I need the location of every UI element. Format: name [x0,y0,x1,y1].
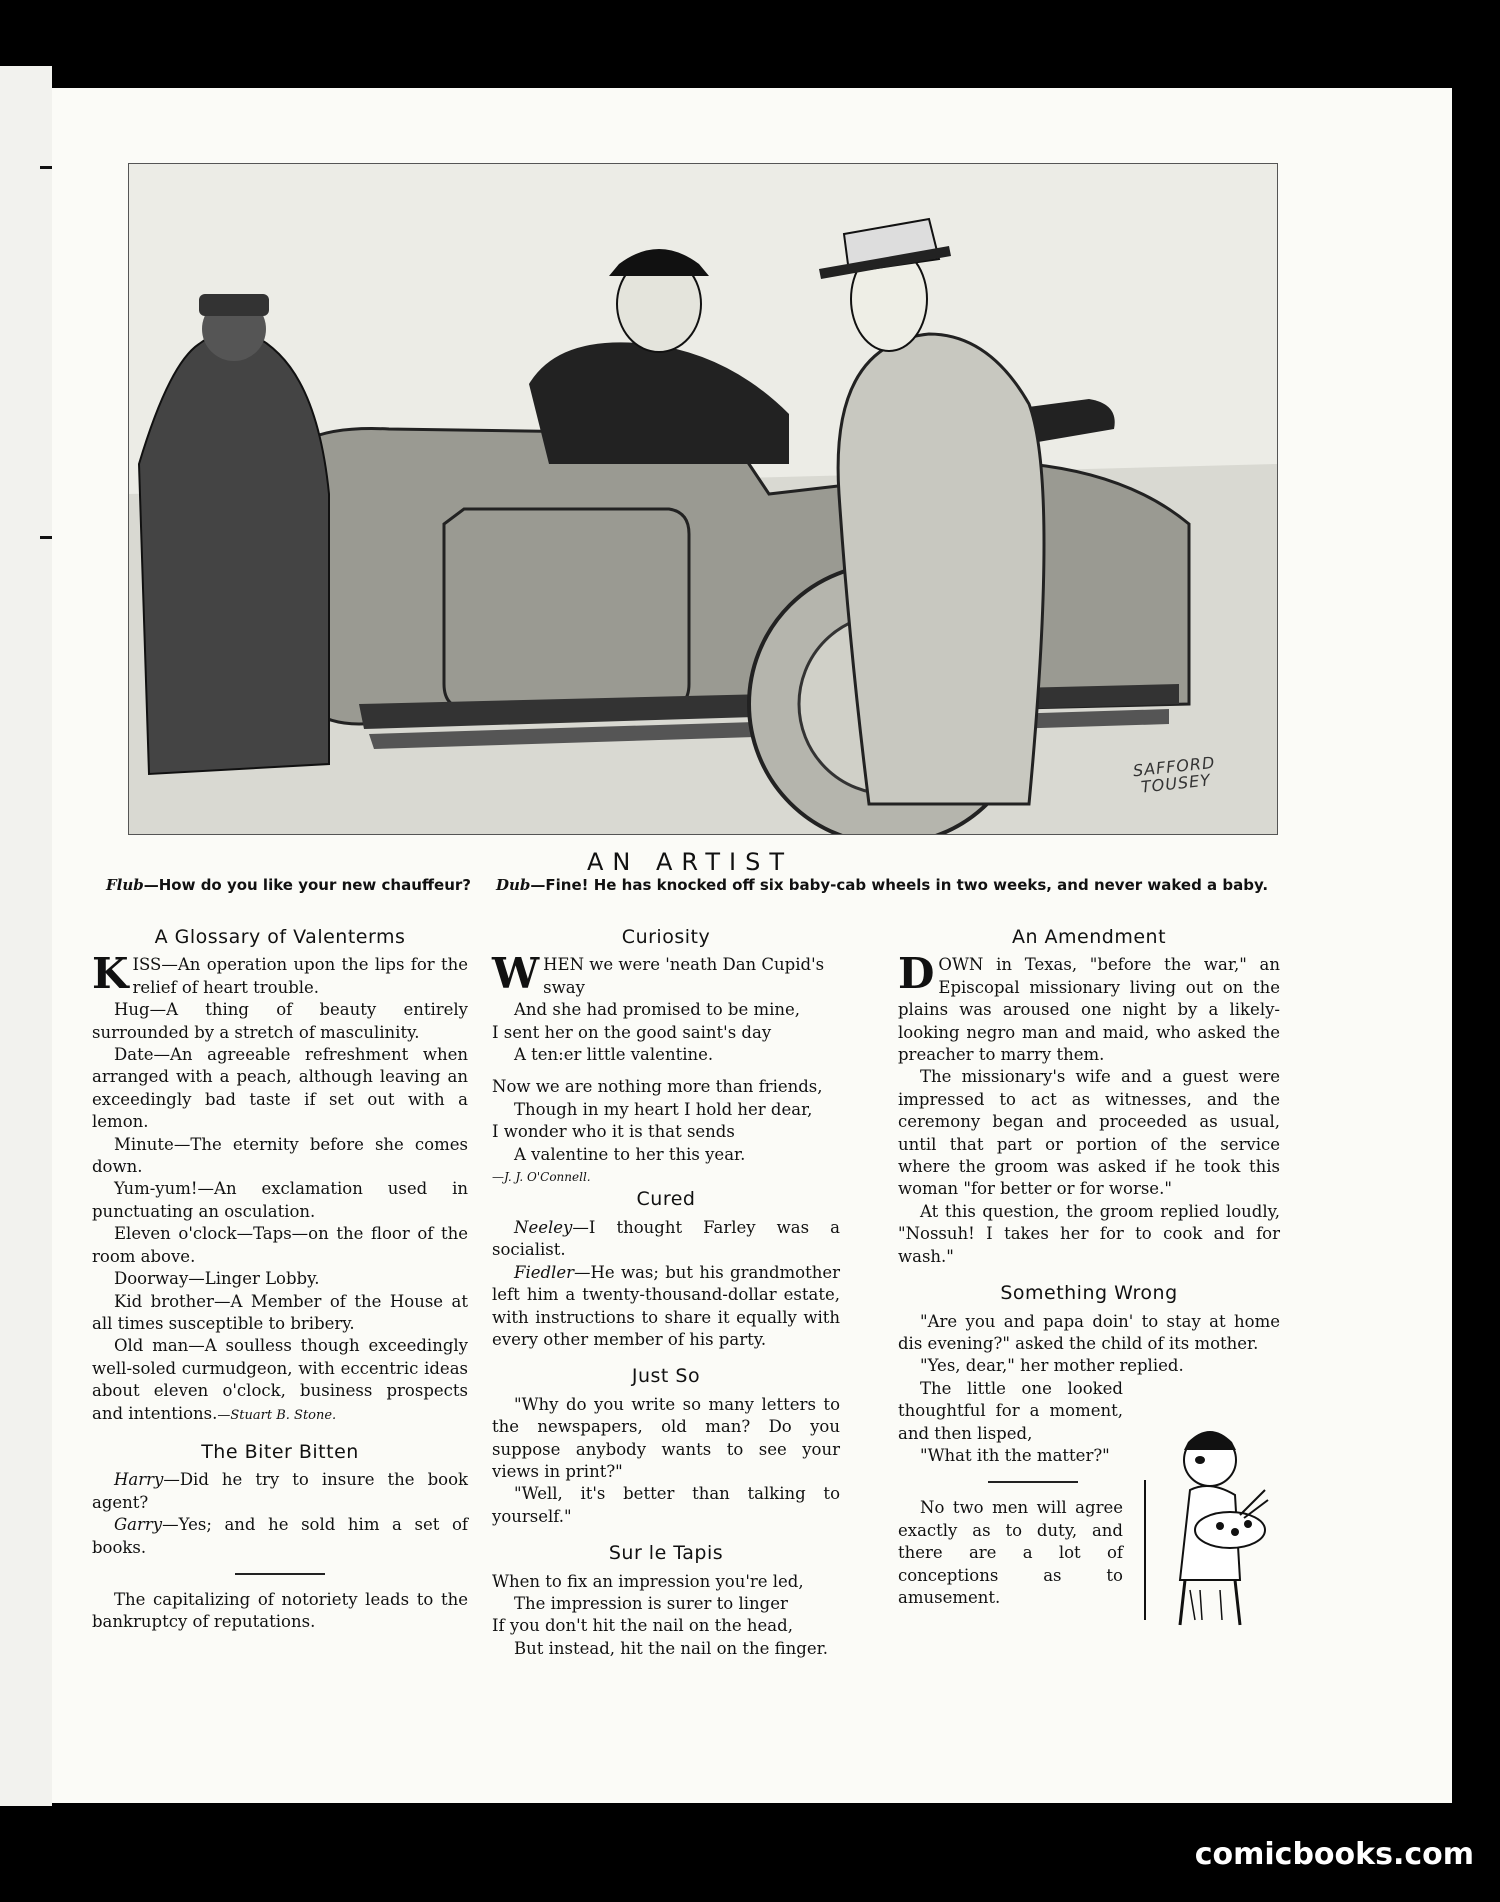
caption-right [496,876,1286,894]
divider [235,1573,325,1575]
dialogue-line: Harry—Did he try to insure the book agent? [92,1470,468,1512]
paragraph: "Why do you write so many letters to the newspapers, old man? Do you suppose anybody wants to see your views in print?" [492,1394,840,1481]
speaker-name: Dub [496,876,531,894]
paragraph: "Are you and papa doin' to stay at home dis evening?" asked the child of its mother. [898,1311,1280,1353]
drop-cap: W [492,949,540,999]
glossary-entry: Eleven o'clock—Taps—on the floor of the room above. [92,1224,468,1266]
poem-line: And she had promised to be mine, [514,1000,801,1020]
poem-line: Now we are nothing more than friends, [492,1077,823,1097]
poem-line: I wonder who it is that sends [492,1122,735,1142]
glossary-entry: Doorway—Linger Lobby. [114,1269,320,1289]
glossary-entry: Yum-yum!—An exclamation used in punctuating an osculation. [92,1179,468,1221]
curiosity-poem [492,949,840,1188]
caption-line: —How do you like your new chauffeur? [143,876,471,894]
biter-heading: The Biter Bitten [201,1440,359,1463]
paragraph: At this question, the groom replied loudly, "Nossuh! I takes her for to cook and for wash." [898,1201,1280,1266]
poem-line: I sent her on the good saint's day [492,1022,772,1042]
caption-line: —Fine! He has knocked off six baby-cab wheels in two weeks, and never waked a baby. [530,876,1269,894]
glossary-entry: Date—An agreeable refreshment when arranged with a peach, although leaving an exceedingly bad taste if set out with a lemon. [92,1045,468,1132]
author-credit: —J. J. O'Connell. [492,1170,591,1185]
poem-line: If you don't hit the nail on the head, [492,1616,793,1636]
just-so-heading: Just So [631,1365,701,1388]
paragraph: "Yes, dear," her mother replied. [920,1356,1184,1376]
something-wrong-heading: Something Wrong [1000,1282,1178,1305]
paragraph: "What ith the matter?" [920,1445,1110,1465]
drop-cap: K [92,949,129,999]
facing-page-edge [0,66,52,1806]
poem-line: Though in my heart I hold her dear, [514,1099,813,1119]
poem-line: WHEN we were 'neath Dan Cupid's sway [492,949,825,999]
caption-left [106,876,486,894]
painter-cartoon [1140,1420,1270,1640]
dialogue-line: Neeley—I thought Farley was a socialist. [492,1217,840,1260]
sur-le-tapis-heading: Sur le Tapis [608,1542,724,1565]
amendment-heading: An Amendment [1011,926,1167,948]
dialogue-line: Fiedler—He was; but his grandmother left him a twenty-thousand-dollar estate, with instructions to share it equally with every other member of his party. [492,1262,840,1349]
drop-cap: D [898,949,935,999]
watermark: comicbooks.com [1194,1837,1474,1872]
glossary-entry: Minute—The eternity before she comes down. [92,1134,468,1177]
paragraph: "Well, it's better than talking to yourself." [492,1484,840,1526]
poem-line: A ten:er little valentine. [514,1045,714,1065]
speaker-name: Flub [106,876,144,894]
dialogue-line: Garry—Yes; and he sold him a set of books. [92,1515,468,1557]
glossary-first-entry: KISS—An operation upon the lips for the relief of heart trouble. [92,949,468,999]
glossary-heading: A Glossary of Valenterms [154,926,406,948]
column-left [92,926,468,1634]
author-credit: —Stuart B. Stone. [217,1407,337,1423]
paragraph: The missionary's wife and a guest were impressed to act as witnesses, and the ceremony began and proceeded as usual, until that part or portion of the service where the groom was asked if he took this woman "for better or for worse." [898,1067,1280,1199]
poem-line: But instead, hit the nail on the finger. [514,1638,828,1658]
poem-line: A valentine to her this year. [514,1144,746,1164]
glossary-entry: Kid brother—A Member of the House at all times susceptible to bribery. [92,1291,468,1333]
poem-line: The impression is surer to linger [514,1593,788,1613]
cartoon-illustration [128,163,1278,835]
cured-heading: Cured [636,1188,696,1211]
cartoon-title: AN ARTIST [587,848,793,876]
column-middle [492,926,840,1660]
paragraph: The little one looked thoughtful for a moment, and then lisped, [898,1378,1123,1443]
glossary-entry: Hug—A thing of beauty entirely surrounded by a stretch of masculinity. [92,1000,468,1042]
curiosity-heading: Curiosity [621,926,711,948]
divider [988,1481,1078,1483]
aphorism: The capitalizing of notoriety leads to the bankruptcy of reputations. [92,1589,468,1632]
artist-signature: SAFFORD TOUSEY [1132,752,1217,797]
poem-line: When to fix an impression you're led, [492,1571,804,1591]
sur-le-tapis-poem [492,1571,840,1661]
glossary-entry: Old man—A soulless though exceedingly well-soled curmudgeon, with eccentric ideas about eleven o'clock, business prospects and intentions.—Stuart B. Stone. [92,1336,468,1423]
aphorism: No two men will agree exactly as to duty, and there are a lot of conceptions as to amusement. [898,1498,1123,1607]
paragraph: DOWN in Texas, "before the war," an Episcopal missionary living out on the plains was aroused one night by a likely-looking negro man and maid, who asked the preacher to marry them. [898,949,1280,1065]
car-scene-drawing [129,164,1277,834]
